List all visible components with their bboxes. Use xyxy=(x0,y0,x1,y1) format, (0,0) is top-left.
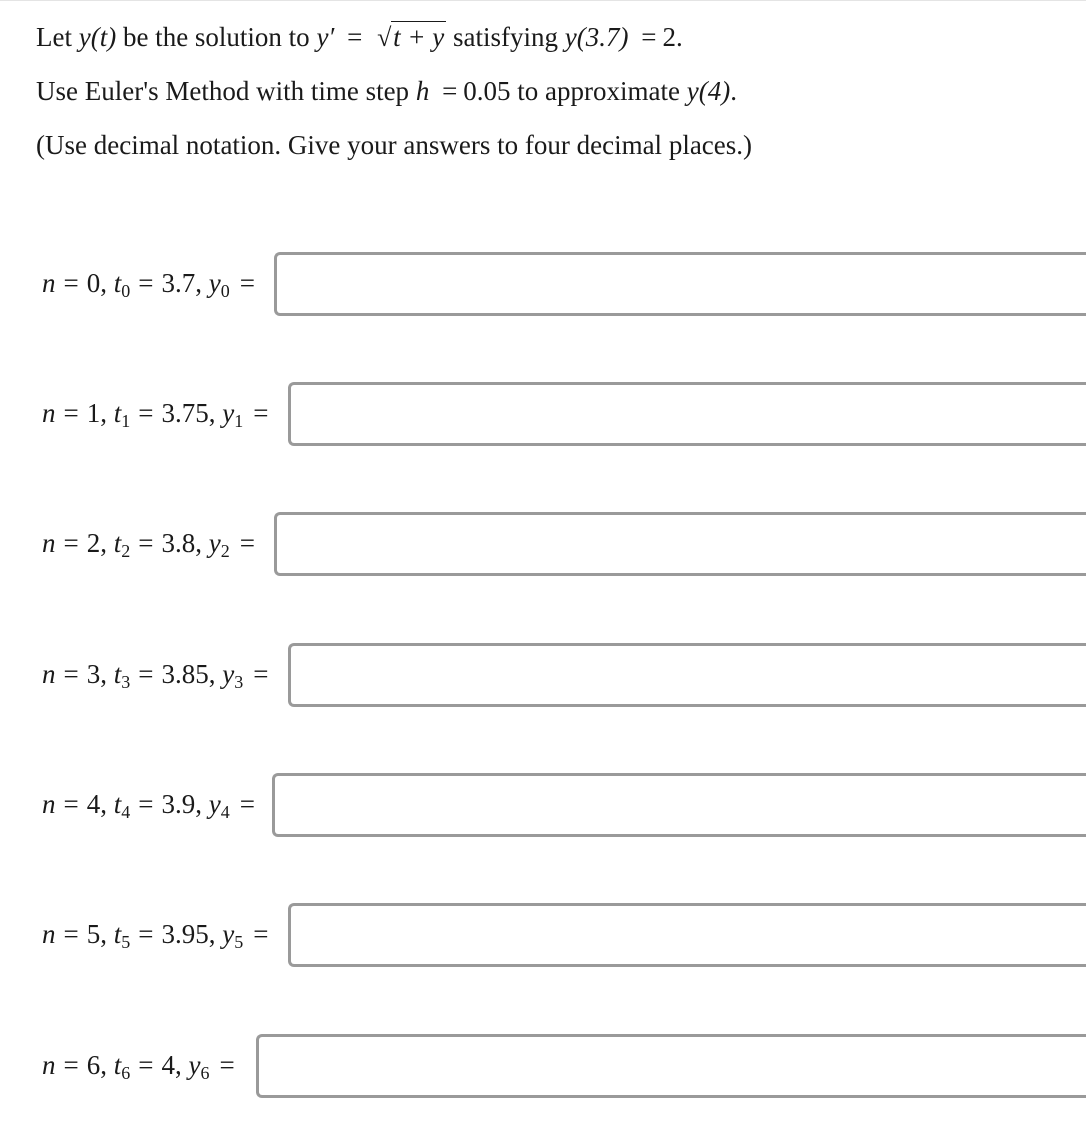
n-value: 6 xyxy=(86,1050,101,1080)
step-label: n = 1, $t_1 = 3.75$, $y_1$ = xyxy=(42,398,269,431)
top-divider xyxy=(0,0,1086,1)
equals-sign: = xyxy=(138,919,154,949)
n-symbol: n xyxy=(42,919,56,949)
n-symbol: n xyxy=(42,659,56,689)
equals-sign: = xyxy=(239,789,255,819)
text-satisfying: satisfying xyxy=(453,22,559,52)
t-symbol: t xyxy=(113,398,122,428)
euler-step-row xyxy=(0,903,1086,967)
equals-sign: = xyxy=(63,659,79,689)
equals-sign: = xyxy=(63,789,79,819)
step-symbol: h xyxy=(415,76,430,106)
derivative-symbol: y′ xyxy=(316,22,335,52)
t-subscript: 4 xyxy=(121,802,131,822)
y-subscript: 2 xyxy=(220,541,230,561)
step-label: n = 0, $t_0 = 3.7$, $y_0$ = xyxy=(42,268,255,301)
t-value: 3.8 xyxy=(161,528,196,558)
step-label: n = 6, $t_6 = 4$, $y_6$ = xyxy=(42,1050,235,1083)
radical-sign-icon: √ xyxy=(377,23,392,52)
n-symbol: n xyxy=(42,1050,56,1080)
euler-step-row xyxy=(0,773,1086,837)
t-symbol: t xyxy=(113,528,122,558)
n-symbol: n xyxy=(42,268,56,298)
euler-step-row xyxy=(0,1034,1086,1098)
equals-sign: = xyxy=(63,1050,79,1080)
initial-condition: y(3.7) xyxy=(564,22,629,52)
y-subscript: 0 xyxy=(220,281,230,301)
answer-input-y5[interactable] xyxy=(288,903,1086,967)
y-subscript: 4 xyxy=(220,802,230,822)
target-value: y(4) xyxy=(686,76,731,106)
t-value: 3.9 xyxy=(161,789,196,819)
answer-input-y0[interactable] xyxy=(274,252,1086,316)
t-subscript: 0 xyxy=(121,281,131,301)
t-subscript: 2 xyxy=(121,541,131,561)
y-symbol: y xyxy=(208,789,221,819)
n-value: 0 xyxy=(86,268,101,298)
t-symbol: t xyxy=(113,1050,122,1080)
step-label: n = 2, $t_2 = 3.8$, $y_2$ = xyxy=(42,528,255,561)
equals-sign: = xyxy=(63,268,79,298)
y-subscript: 5 xyxy=(234,932,244,952)
answer-input-y4[interactable] xyxy=(272,773,1086,837)
t-subscript: 6 xyxy=(121,1063,131,1083)
t-subscript: 3 xyxy=(121,672,131,692)
text-approximate: to approximate xyxy=(517,76,680,106)
equals-sign: = xyxy=(239,528,255,558)
equals-sign: = xyxy=(63,919,79,949)
n-value: 5 xyxy=(86,919,101,949)
t-value: 3.95 xyxy=(161,919,209,949)
equals-sign: = xyxy=(253,919,269,949)
t-subscript: 5 xyxy=(121,932,131,952)
y-symbol: y xyxy=(208,528,221,558)
euler-step-row xyxy=(0,512,1086,576)
radicand: t + y xyxy=(393,22,445,52)
answer-input-y6[interactable] xyxy=(256,1034,1086,1098)
step-label: n = 5, $t_5 = 3.95$, $y_5$ = xyxy=(42,919,269,952)
y-symbol: y xyxy=(208,268,221,298)
step-label: n = 3, $t_3 = 3.85$, $y_3$ = xyxy=(42,659,269,692)
equals-sign: = xyxy=(138,398,154,428)
equals-sign: = xyxy=(138,268,154,298)
y-symbol: y xyxy=(222,398,235,428)
equals-sign: = xyxy=(138,528,154,558)
euler-step-row xyxy=(0,382,1086,446)
t-value: 3.85 xyxy=(161,659,209,689)
y-symbol: y xyxy=(222,919,235,949)
equals-sign: = xyxy=(442,76,458,106)
t-value: 3.75 xyxy=(161,398,209,428)
n-value: 4 xyxy=(86,789,101,819)
text-let: Let xyxy=(36,22,72,52)
y-symbol: y xyxy=(188,1050,201,1080)
equals-sign: = xyxy=(347,22,363,52)
problem-statement-line-2 xyxy=(36,74,737,108)
t-symbol: t xyxy=(113,659,122,689)
equals-sign: = xyxy=(641,22,657,52)
equals-sign: = xyxy=(138,1050,154,1080)
equals-sign: = xyxy=(63,528,79,558)
equals-sign: = xyxy=(253,398,269,428)
t-subscript: 1 xyxy=(121,411,131,431)
y-subscript: 6 xyxy=(200,1063,210,1083)
equals-sign: = xyxy=(239,268,255,298)
t-value: 4 xyxy=(161,1050,175,1080)
answer-input-y3[interactable] xyxy=(288,643,1086,707)
equals-sign: = xyxy=(138,789,154,819)
step-value: 0.05 xyxy=(463,76,511,106)
function-y-of-t: y(t) xyxy=(78,22,117,52)
n-value: 2 xyxy=(86,528,101,558)
step-label: n = 4, $t_4 = 3.9$, $y_4$ = xyxy=(42,789,255,822)
n-symbol: n xyxy=(42,528,56,558)
text-solution: be the solution to xyxy=(122,22,310,52)
t-symbol: t xyxy=(113,789,122,819)
equals-sign: = xyxy=(253,659,269,689)
y-symbol: y xyxy=(222,659,235,689)
n-symbol: n xyxy=(42,789,56,819)
y-subscript: 3 xyxy=(234,672,244,692)
t-symbol: t xyxy=(113,268,122,298)
square-root-expression xyxy=(377,20,446,54)
equals-sign: = xyxy=(219,1050,235,1080)
euler-step-row xyxy=(0,643,1086,707)
n-value: 1 xyxy=(86,398,101,428)
period: . xyxy=(730,76,737,106)
text-euler: Use Euler's Method with time step xyxy=(36,76,410,106)
t-value: 3.7 xyxy=(161,268,196,298)
problem-statement-line-1 xyxy=(36,20,683,54)
equals-sign: = xyxy=(138,659,154,689)
initial-value: 2. xyxy=(662,22,683,52)
answer-input-y1[interactable] xyxy=(288,382,1086,446)
problem-instructions: (Use decimal notation. Give your answers to four decimal places.) xyxy=(36,130,753,160)
n-symbol: n xyxy=(42,398,56,428)
n-value: 3 xyxy=(86,659,101,689)
y-subscript: 1 xyxy=(234,411,244,431)
equals-sign: = xyxy=(63,398,79,428)
euler-step-row xyxy=(0,252,1086,316)
answer-input-y2[interactable] xyxy=(274,512,1086,576)
t-symbol: t xyxy=(113,919,122,949)
